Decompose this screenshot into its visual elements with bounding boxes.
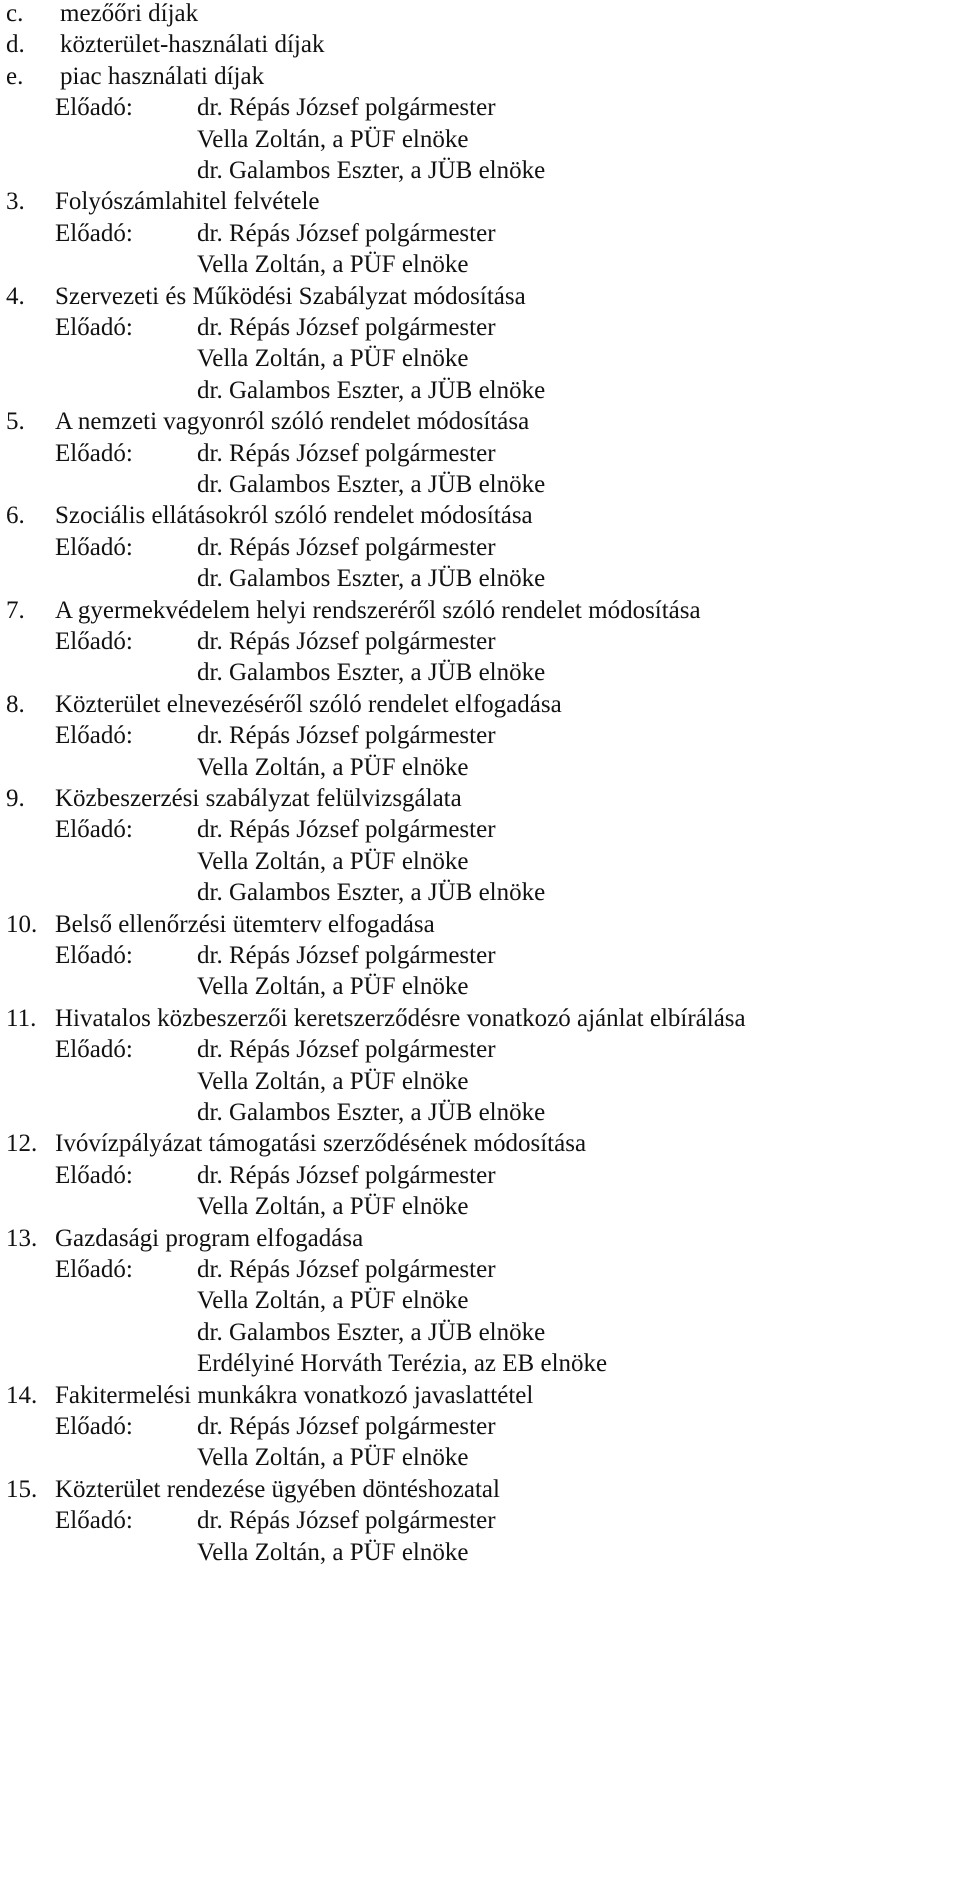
presenter-name: Vella Zoltán, a PÜF elnöke [197,1444,469,1472]
agenda-item-title: Közterület rendezése ügyében döntéshozatal [55,1475,500,1503]
presenter-name: dr. Galambos Eszter, a JÜB elnöke [197,471,546,498]
presenter-name: dr. Répás József polgármester [197,1036,496,1064]
agenda-item-title: Folyószámlahitel felvétele [55,188,320,216]
presenter-name: dr. Répás József polgármester [197,219,496,247]
presenter-name: dr. Galambos Eszter, a JÜB elnöke [197,157,546,184]
presenter-name: dr. Galambos Eszter, a JÜB elnöke [197,1099,546,1126]
presenter-name: Vella Zoltán, a PÜF elnöke [197,125,469,153]
presenter-name: dr. Galambos Eszter, a JÜB elnöke [197,376,546,404]
agenda-item-title: Belső ellenőrzési ütemterv elfogadása [55,910,435,938]
presenter-name: dr. Répás József polgármester [197,722,496,750]
agenda-item-number: 13. [6,1224,38,1252]
presenter-label: Előadó: [55,628,133,655]
agenda-item-number: 15. [6,1475,38,1503]
presenter-name: Vella Zoltán, a PÜF elnöke [197,1538,469,1566]
presenter-name: Vella Zoltán, a PÜF elnöke [197,1193,469,1221]
presenter-label: Előadó: [55,219,133,247]
presenter-name: dr. Répás József polgármester [197,816,496,844]
presenter-name: Vella Zoltán, a PÜF elnöke [197,1287,469,1315]
presenter-label: Előadó: [55,1413,133,1440]
presenter-name: dr. Galambos Eszter, a JÜB elnöke [197,659,546,687]
presenter-label: Előadó: [55,816,133,844]
presenter-name: dr. Répás József polgármester [197,314,496,341]
presenter-name: Vella Zoltán, a PÜF elnöke [197,847,469,875]
sub-item-marker: d. [6,31,25,59]
agenda-item-title: A gyermekvédelem helyi rendszeréről szóló rendelet módosítása [55,596,701,624]
agenda-item-number: 7. [6,596,25,624]
agenda-item-title: Szervezeti és Működési Szabályzat módosítása [55,282,526,310]
agenda-item-number: 9. [6,785,25,812]
agenda-item-number: 14. [6,1381,38,1409]
presenter-name: Erdélyiné Horváth Terézia, az EB elnöke [197,1350,608,1378]
sub-item-marker: e. [6,62,24,90]
presenter-name: dr. Répás József polgármester [197,533,496,561]
presenter-label: Előadó: [55,1256,133,1283]
presenter-name: dr. Galambos Eszter, a JÜB elnöke [197,879,546,907]
presenter-label: Előadó: [55,1036,133,1064]
presenter-label: Előadó: [55,94,133,122]
agenda-item-title: Közbeszerzési szabályzat felülvizsgálata [55,785,462,812]
agenda-item-title: Közterület elnevezéséről szóló rendelet elfogadása [55,690,562,718]
presenter-label: Előadó: [55,314,133,341]
presenter-line [0,1534,960,1571]
presenter-name: Vella Zoltán, a PÜF elnöke [197,753,469,781]
agenda-item-title: Szociális ellátásokról szóló rendelet módosítása [55,502,533,530]
presenter-name: dr. Galambos Eszter, a JÜB elnöke [197,1318,546,1346]
agenda-item-number: 3. [6,188,25,216]
sub-item-text: piac használati díjak [60,62,265,90]
presenter-label: Előadó: [55,722,133,750]
presenter-name: dr. Galambos Eszter, a JÜB elnöke [197,565,546,593]
presenter-label: Előadó: [55,1507,133,1535]
presenter-name: dr. Répás József polgármester [197,1507,496,1535]
presenter-name: dr. Répás József polgármester [197,628,496,655]
presenter-label: Előadó: [55,533,133,561]
sub-item-text: közterület-használati díjak [60,31,325,59]
agenda-item-number: 5. [6,408,25,436]
agenda-item-number: 6. [6,502,25,530]
presenter-name: dr. Répás József polgármester [197,439,496,467]
presenter-name: Vella Zoltán, a PÜF elnöke [197,1067,469,1095]
agenda-item-number: 10. [6,910,38,938]
presenter-label: Előadó: [55,1161,133,1189]
presenter-name: Vella Zoltán, a PÜF elnöke [197,251,469,279]
agenda-item-number: 11. [6,1004,37,1032]
presenter-name: Vella Zoltán, a PÜF elnöke [197,345,469,373]
presenter-name: Vella Zoltán, a PÜF elnöke [197,973,469,1001]
agenda-item-title: Gazdasági program elfogadása [55,1224,364,1252]
presenter-label: Előadó: [55,942,133,969]
presenter-name: dr. Répás József polgármester [197,1256,496,1283]
agenda-item-title: A nemzeti vagyonról szóló rendelet módosítása [55,408,530,436]
presenter-name: dr. Répás József polgármester [197,1413,496,1440]
agenda-item-number: 12. [6,1130,38,1158]
agenda-item-title: Ivóvízpályázat támogatási szerződésének módosítása [55,1130,587,1158]
presenter-name: dr. Répás József polgármester [197,94,496,122]
sub-item-marker: c. [6,0,24,27]
sub-item-text: mezőőri díjak [60,0,199,27]
presenter-name: dr. Répás József polgármester [197,942,496,969]
presenter-name: dr. Répás József polgármester [197,1161,496,1189]
presenter-label: Előadó: [55,439,133,467]
agenda-item-title: Fakitermelési munkákra vonatkozó javaslattétel [55,1381,534,1409]
agenda-item-title: Hivatalos közbeszerzői keretszerződésre vonatkozó ajánlat elbírálása [55,1004,746,1032]
agenda-item-number: 8. [6,690,25,718]
agenda-item-number: 4. [6,282,25,310]
